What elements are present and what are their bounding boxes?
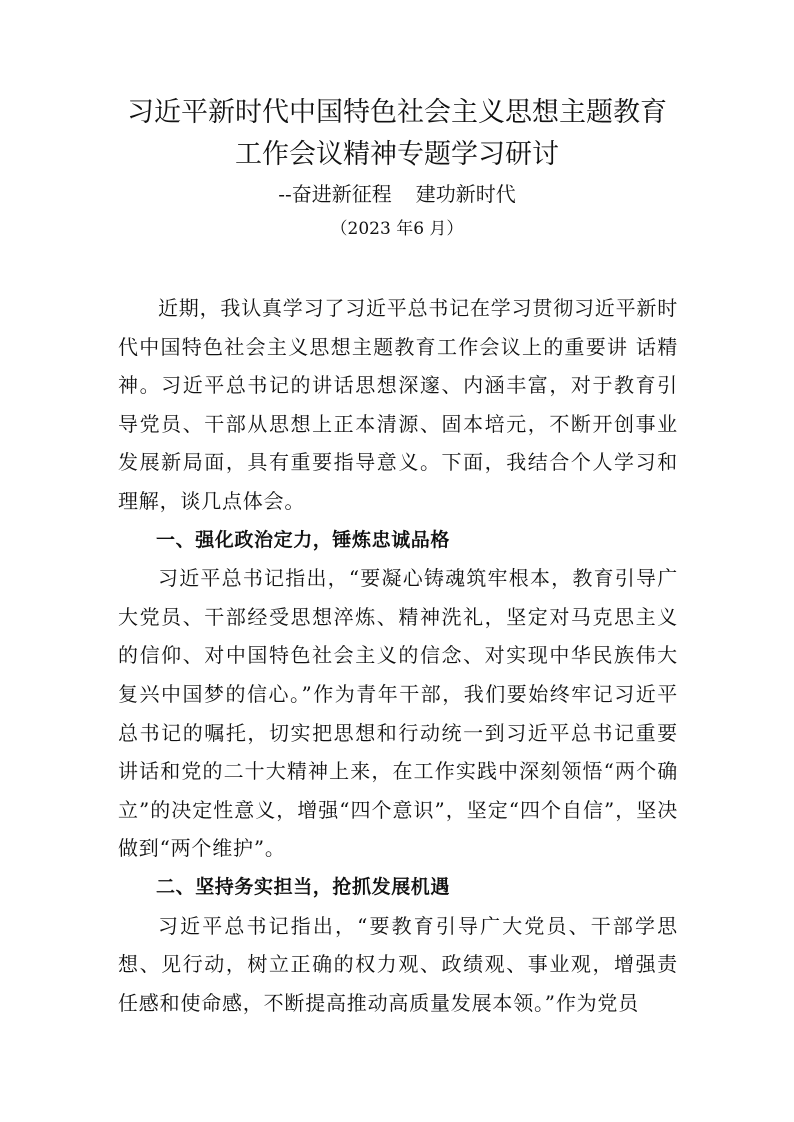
intro-paragraph: 近期，我认真学习了习近平总书记在学习贯彻习近平新时代中国特色社会主义思想主题教育工作会议上的重要讲 话精神。习近平总书记的讲话思想深邃、内涵丰富，对于教育引导党员、干部从思想上正本清源、固本培元，不断开创事业发展新局面，具有重要指导意义。下面，我结合个人学习和理解，谈几点体会。 [118, 296, 678, 513]
document-title-line-1: 习近平新时代中国特色社会主义思想主题教育 [127, 97, 667, 128]
document-title-line-2: 工作会议精神专题学习研讨 [235, 139, 559, 170]
document-date: （2023 年6 月） [330, 219, 464, 239]
document-subtitle [0, 180, 794, 208]
subtitle-part-1: --奋进新征程 [278, 182, 392, 206]
document-body [118, 289, 678, 1022]
section-heading-1: 一、强化政治定力，锤炼忠诚品格 [156, 528, 451, 551]
section-paragraph-1: 习近平总书记指出，“要凝心铸魂筑牢根本，教育引导广大党员、干部经受思想淬炼、精神洗礼，坚定对马克思主义的信仰、对中国特色社会主义的信念、对实现中华民族伟大复兴中国梦的信心。”作为青年干部，我们要始终牢记习近平总书记的嘱托，切实把思想和行动统一到习近平总书记重要讲话和党的二十大精神上来，在工作实践中深刻领悟“两个确立”的决定性意义，增强“四个意识”，坚定“四个自信”，坚决做到“两个维护”。 [118, 566, 678, 861]
subtitle-part-2: 建功新时代 [415, 182, 516, 206]
section-heading-2: 二、坚持务实担当，抢抓发展机遇 [156, 875, 451, 898]
section-paragraph-2: 习近平总书记指出，“要教育引导广大党员、干部学思想、见行动，树立正确的权力观、政绩观、事业观，增强责任感和使命感，不断提高推动高质量发展本领。”作为党员 [118, 913, 678, 1015]
